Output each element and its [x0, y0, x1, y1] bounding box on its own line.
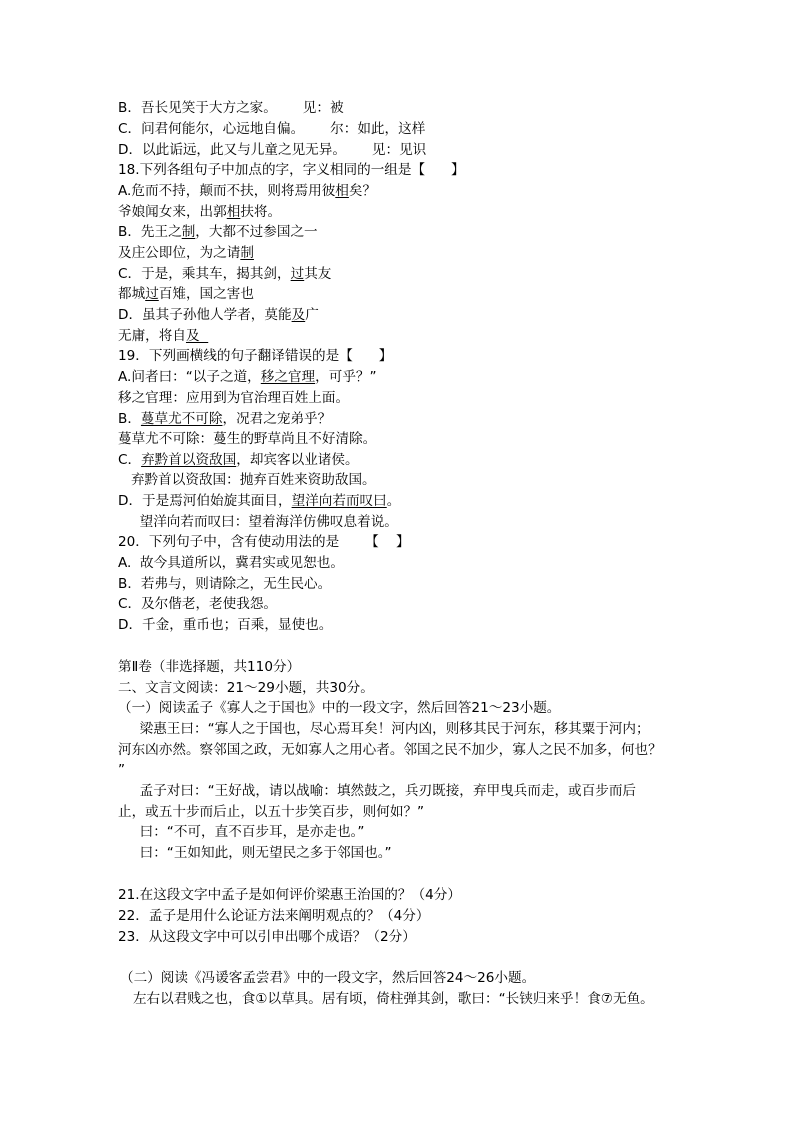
text-segment: C． — [118, 452, 142, 468]
text-segment: 二、文言文阅读：21～29小题，共30分。 — [118, 680, 374, 696]
text-segment: D．于是焉河伯始旋其面目， — [118, 493, 292, 509]
text-line — [118, 698, 560, 718]
text-line — [118, 678, 374, 698]
text-segment: B．先王之 — [118, 224, 182, 240]
text-segment: D．虽其子孙他人学者，莫能 — [118, 307, 292, 323]
text-segment: ” — [118, 762, 126, 778]
text-line — [118, 181, 376, 201]
text-line — [118, 657, 300, 677]
text-line — [120, 989, 654, 1009]
text-line — [118, 346, 392, 366]
text-line — [118, 388, 349, 408]
text-segment: A.危而不持，颠而不扶，则将焉用彼 — [118, 183, 336, 199]
text-line — [118, 512, 398, 532]
text-segment: 21.在这段文字中孟子是如何评价梁惠王治国的？（4分） — [118, 887, 461, 903]
text-segment: 曰：“王如知此，则无望民之多于邻国也。” — [118, 845, 392, 861]
text-segment: D．以此诟远，此又与儿童之见无异。 见：见识 — [118, 142, 427, 158]
text-segment: B．若弗与，则请除之，无生民心。 — [118, 576, 332, 592]
text-line — [118, 222, 318, 242]
text-segment: B． — [118, 411, 141, 427]
text-segment: A. 故今具道所以，冀君实或见恕也。 — [118, 555, 344, 571]
text-line — [118, 160, 465, 180]
text-segment: A.问者曰：“以子之道， — [118, 369, 261, 385]
text-line — [118, 284, 254, 304]
underlined-word: 过 — [145, 286, 159, 302]
text-segment: 梁惠王曰：“寡人之于国也，尽心焉耳矣！河内凶，则移其民于河东，移其粟于河内； — [118, 721, 650, 737]
text-segment: D．千金，重币也；百乘，显使也。 — [118, 617, 333, 633]
underlined-word: 弃黔首以资敌国 — [141, 452, 237, 468]
text-segment: 扶将。 — [240, 204, 282, 220]
underlined-word: 过 — [290, 266, 305, 282]
text-segment: 爷娘闻女来，出郭 — [118, 204, 227, 220]
text-line — [118, 326, 208, 346]
text-line — [118, 450, 359, 470]
text-segment: 18.下列各组句子中加点的字，字义相同的一组是【 】 — [118, 162, 465, 178]
text-line — [118, 491, 400, 511]
text-segment: 弃黔首以资敌国：抛弃百姓来资助敌国。 — [118, 472, 376, 488]
text-segment: 止，或五十步而后止，以五十步笑百步，则何如？” — [118, 804, 425, 820]
text-line — [118, 553, 344, 573]
text-line — [118, 615, 332, 635]
underlined-word: 望洋向若而叹曰 — [291, 493, 387, 509]
text-line — [118, 822, 364, 842]
text-line — [118, 927, 416, 947]
text-segment: 其友 — [304, 266, 332, 282]
text-segment: C．及尔偕老，老使我怨。 — [118, 596, 278, 612]
text-line — [118, 243, 254, 263]
text-segment: C．问君何能尔，心远地自偏。 尔：如此，这样 — [118, 121, 426, 137]
text-line — [120, 968, 535, 988]
underlined-word: 及 — [185, 328, 209, 344]
text-segment: 曰：“不可，直不百步耳，是亦走也。” — [118, 824, 365, 840]
text-line — [118, 202, 281, 222]
text-line — [118, 594, 277, 614]
text-line — [118, 264, 331, 284]
text-line — [118, 367, 377, 387]
text-line — [118, 574, 331, 594]
text-segment: （二）阅读《冯谖客孟尝君》中的一段文字，然后回答24～26小题。 — [120, 970, 536, 986]
text-segment: B．吾长见笑于大方之家。 见：被 — [118, 100, 344, 116]
underlined-word: 制 — [240, 245, 254, 261]
underlined-word: 蔓草尤不可除 — [140, 411, 223, 427]
text-segment: ，大都不过参国之一 — [195, 224, 318, 240]
text-line — [118, 470, 376, 490]
text-line — [118, 409, 331, 429]
text-line — [118, 429, 376, 449]
text-segment: ，却宾客以业诸侯。 — [236, 452, 359, 468]
text-segment: 无庸，将自 — [118, 328, 186, 344]
text-line — [118, 760, 125, 780]
underlined-word: 移之官理 — [260, 369, 316, 385]
text-segment: （一）阅读孟子《寡人之于国也》中的一段文字，然后回答21～23小题。 — [118, 700, 561, 716]
text-segment: 第Ⅱ卷（非选择题，共110分） — [118, 659, 301, 675]
text-line — [118, 802, 424, 822]
text-segment: 百雉，国之害也 — [158, 286, 254, 302]
underlined-word: 制 — [181, 224, 196, 240]
text-line — [118, 119, 425, 139]
text-segment: C．于是，乘其车，揭其剑， — [118, 266, 291, 282]
underlined-word: 及 — [291, 307, 306, 323]
text-line — [118, 305, 319, 325]
text-segment: 20．下列句子中，含有使动用法的是 【 】 — [118, 534, 410, 550]
text-segment: 都城 — [118, 286, 146, 302]
text-segment: 蔓草尤不可除：蔓生的野草尚且不好清除。 — [118, 431, 377, 447]
text-segment: 及庄公即位，为之请 — [118, 245, 241, 261]
text-line — [118, 885, 461, 905]
text-line — [118, 781, 636, 801]
text-line — [118, 532, 410, 552]
text-segment: 河东凶亦然。察邻国之政，无如寡人之用心者。邻国之民不加少，寡人之民不加多，何也？ — [118, 742, 662, 758]
text-segment: ，况君之宠弟乎？ — [222, 411, 332, 427]
text-line — [118, 140, 426, 160]
text-line — [118, 843, 392, 863]
text-segment: 。 — [386, 493, 401, 509]
text-segment: 19．下列画横线的句子翻译错误的是【 】 — [118, 348, 393, 364]
text-segment: ，可乎？” — [315, 369, 377, 385]
text-segment: 矣？ — [348, 183, 377, 199]
text-line — [118, 719, 650, 739]
text-segment: 移之官理：应用到为官治理百姓上面。 — [118, 390, 350, 406]
text-segment: 广 — [305, 307, 319, 323]
text-line — [118, 740, 662, 760]
text-line — [118, 98, 344, 118]
text-segment: 望洋向若而叹曰：望着海洋仿佛叹息着说。 — [118, 514, 398, 530]
underlined-word: 相 — [226, 204, 241, 220]
text-segment: 孟子对曰：“王好战，请以战喻：填然鼓之，兵刃既接，弃甲曳兵而走，或百步而后 — [118, 783, 637, 799]
text-segment: 左右以君贱之也，食①以草具。居有顷，倚柱弹其剑，歌曰：“长铗归来乎！食⑦无鱼。 — [120, 991, 654, 1007]
text-segment: 22．孟子是用什么论证方法来阐明观点的？（4分） — [118, 908, 430, 924]
text-line — [118, 906, 429, 926]
underlined-word: 相 — [335, 183, 349, 199]
text-segment: 23．从这段文字中可以引申出哪个成语？（2分） — [118, 929, 416, 945]
